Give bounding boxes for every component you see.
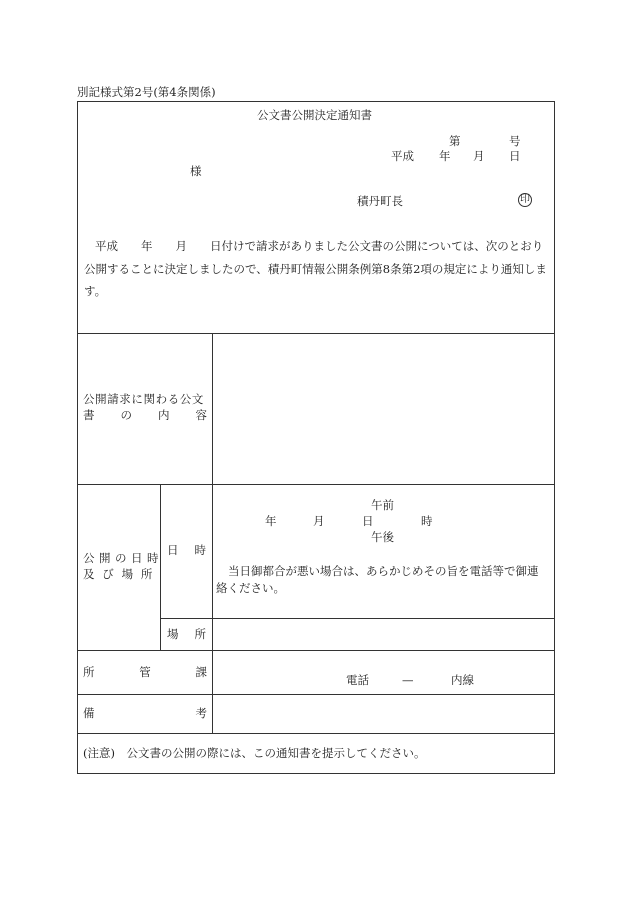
- place-label: 場 所: [167, 627, 206, 641]
- unit-day: 日: [362, 514, 374, 528]
- addressee-suffix: 様: [190, 164, 202, 178]
- form-label: 別記様式第2号(第4条関係): [77, 85, 216, 99]
- phone-dash: —: [402, 673, 414, 687]
- date-month: 月: [473, 149, 485, 163]
- remarks-label: 備 考: [83, 706, 207, 720]
- remarks-value-cell[interactable]: [214, 696, 553, 731]
- content-label-line2: 書 の 内 容: [83, 408, 207, 422]
- divider-footnote: [77, 733, 555, 734]
- content-label-line1: 公開請求に関わる公文: [83, 392, 204, 406]
- footnote: (注意) 公文書の公開の際には、この通知書を提示してください。: [83, 746, 426, 760]
- date-era: 平成: [391, 149, 414, 163]
- date-day: 日: [509, 149, 521, 163]
- seal-mark: 印: [520, 194, 530, 205]
- number-go: 号: [509, 134, 521, 148]
- unit-hour: 時: [421, 514, 433, 528]
- unit-year: 年: [265, 514, 277, 528]
- schedule-sublabel-divider: [160, 484, 161, 650]
- divider-content: [77, 333, 555, 334]
- number-dai: 第: [449, 134, 461, 148]
- am-label: 午前: [371, 498, 394, 512]
- department-label: 所 管 課: [83, 665, 207, 679]
- schedule-label-line2: 及び場所: [83, 567, 161, 581]
- place-value-cell[interactable]: [214, 620, 553, 648]
- label-column-divider: [212, 333, 213, 733]
- divider-remarks: [77, 694, 555, 695]
- divider-place: [160, 618, 555, 619]
- pm-label: 午後: [371, 530, 394, 544]
- extension-label: 内線: [451, 673, 474, 687]
- content-value-cell[interactable]: [214, 336, 553, 482]
- body-text: 平成 年 月 日付けで請求がありました公文書の公開については、次のとおり公開することに決定しましたので、積丹町情報公開条例第8条第2項の規定により通知します。: [84, 239, 547, 298]
- phone-label: 電話: [346, 673, 369, 687]
- issuer-name: 積丹町長: [357, 194, 403, 208]
- divider-department: [77, 650, 555, 651]
- schedule-notice: 当日御都合が悪い場合は、あらかじめその旨を電話等で御連絡ください。: [216, 564, 539, 595]
- unit-month: 月: [313, 514, 325, 528]
- datetime-label: 日 時: [167, 543, 206, 557]
- date-year: 年: [439, 149, 451, 163]
- document-title: 公文書公開決定通知書: [257, 108, 372, 122]
- divider-schedule: [77, 484, 555, 485]
- schedule-label-line1: 公開の日時: [83, 551, 163, 565]
